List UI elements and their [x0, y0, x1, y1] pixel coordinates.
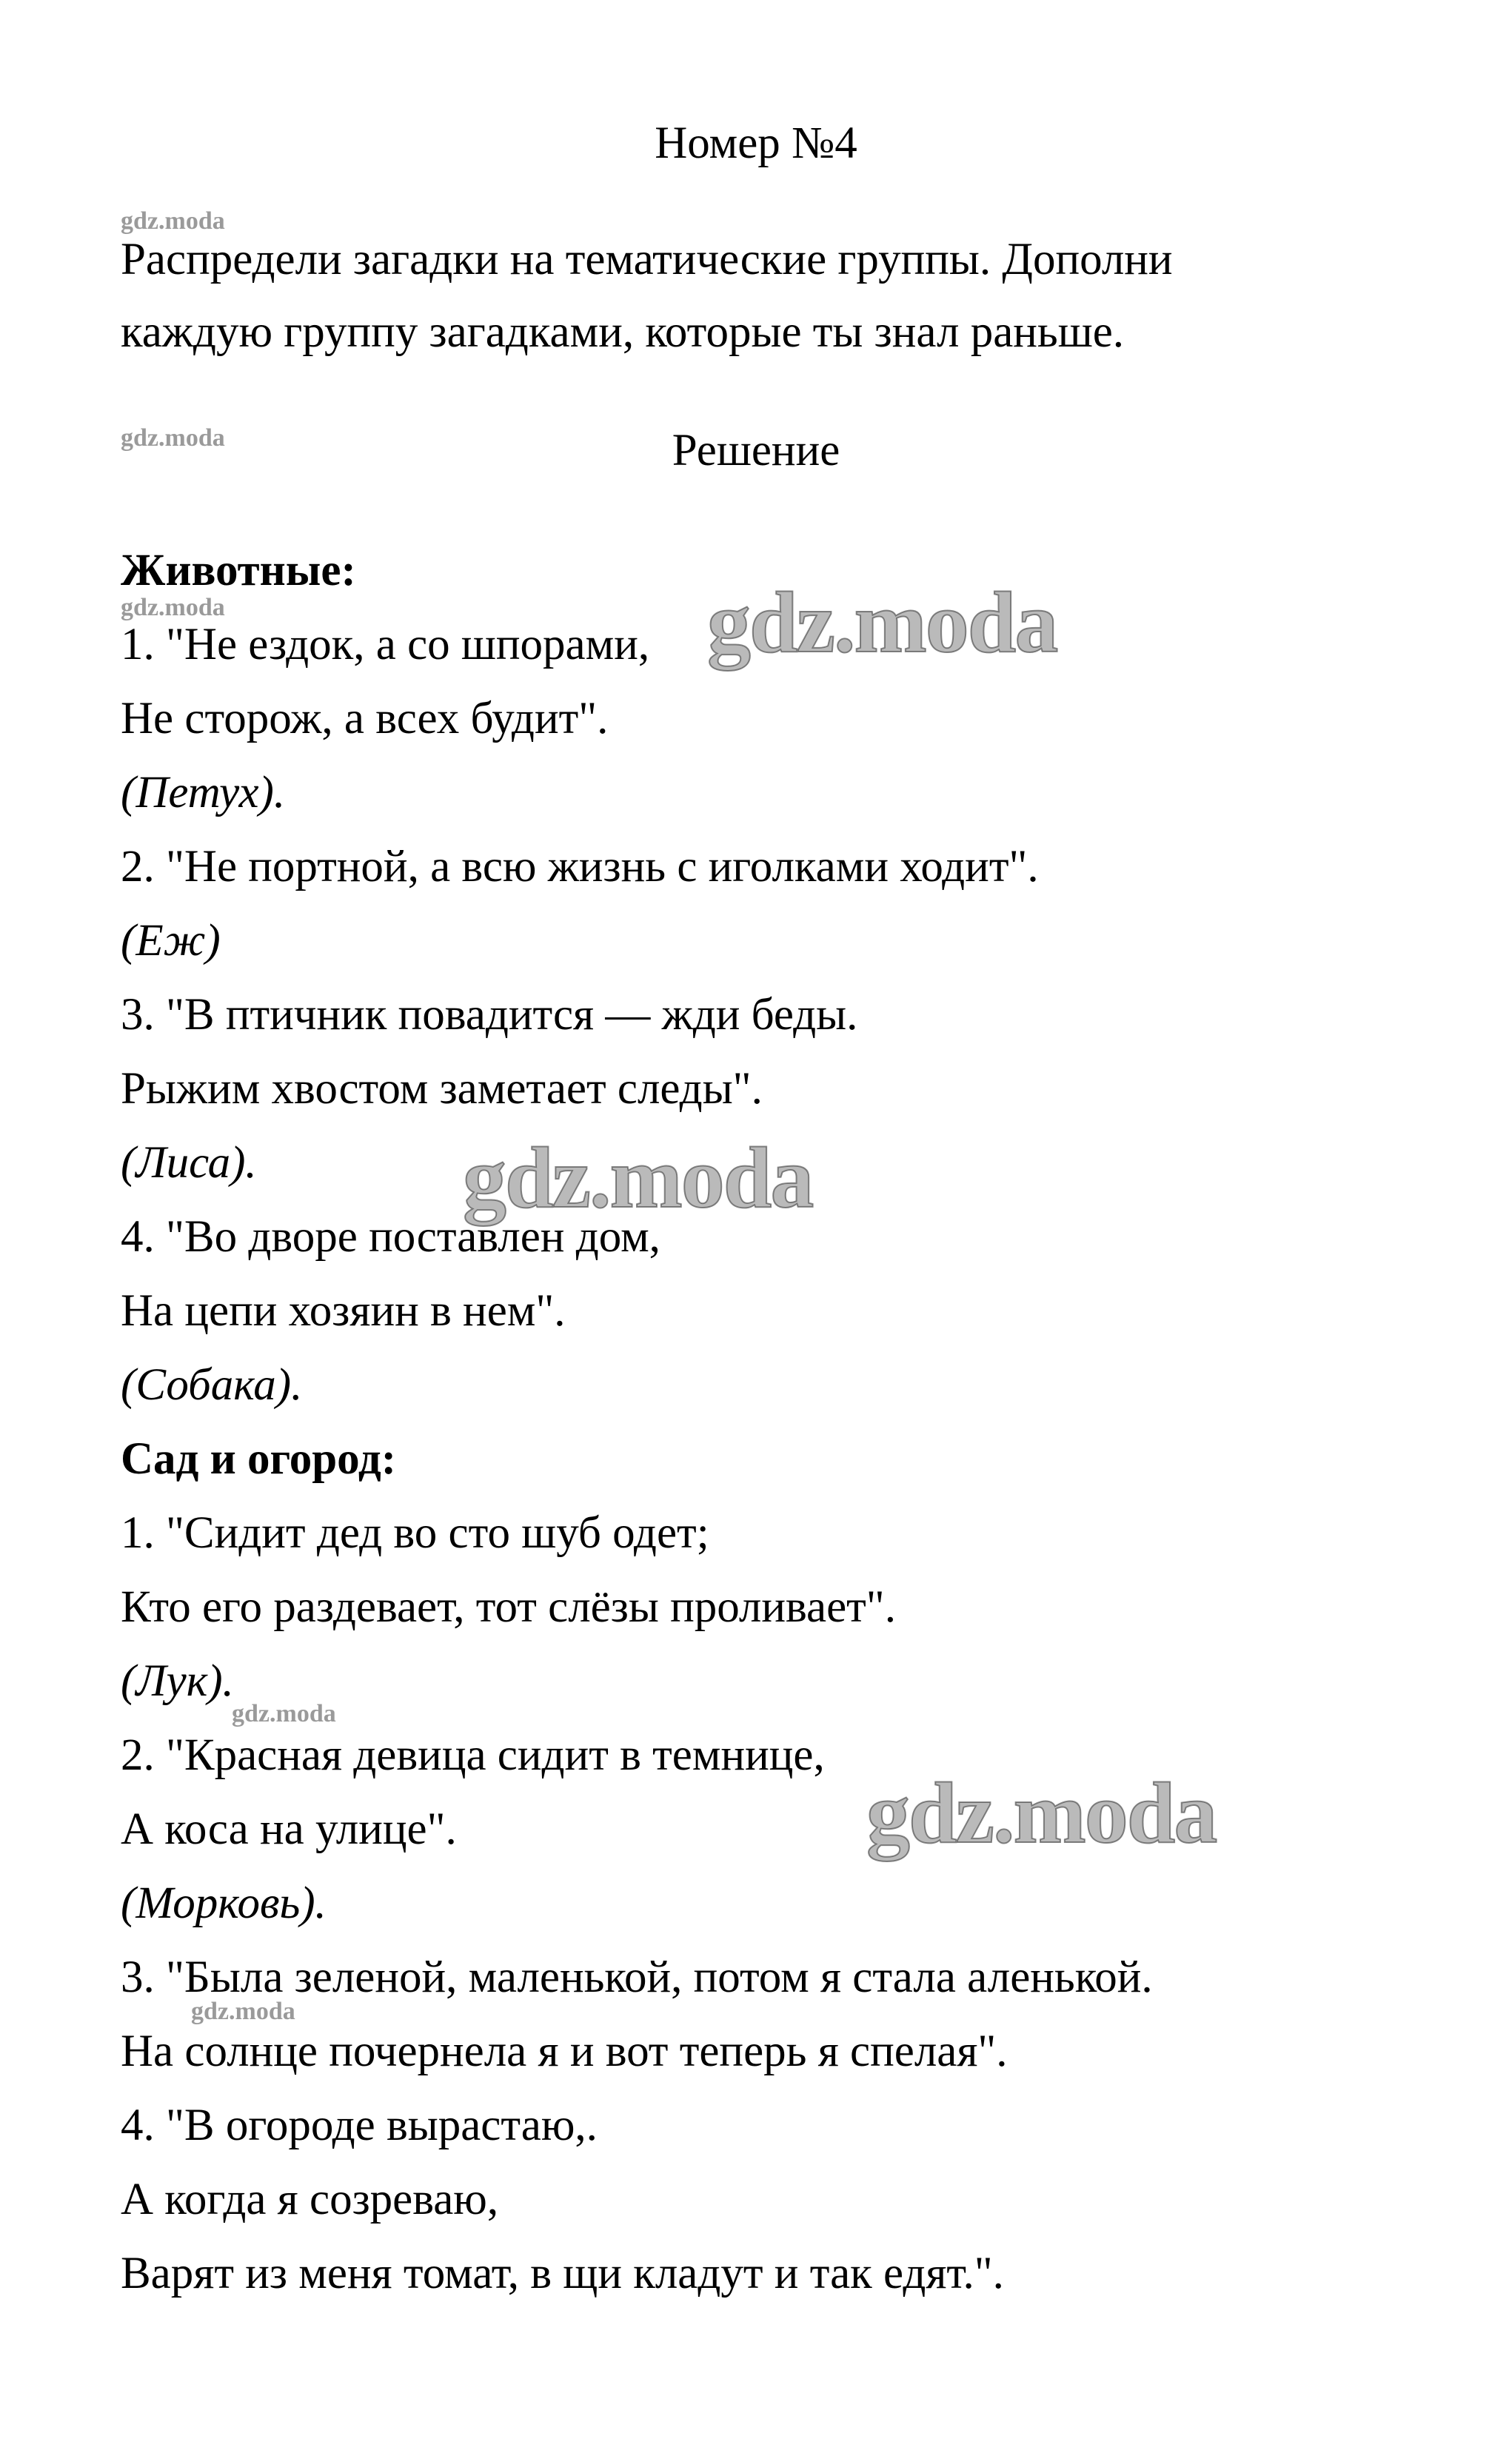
- page-title: Номер №4: [655, 118, 857, 168]
- watermark-small: gdz.moda: [232, 1700, 336, 1727]
- task-text-line-1: Распредели загадки на тематические группы. Дополни: [121, 235, 1173, 284]
- riddle-line: 4. "В огороде вырастаю,.: [121, 2101, 598, 2150]
- section-heading-animals: Животные:: [121, 546, 356, 595]
- riddle-answer: (Лиса).: [121, 1138, 257, 1188]
- section-heading-garden: Сад и огород:: [121, 1434, 397, 1484]
- riddle-line: Не сторож, а всех будит".: [121, 694, 609, 743]
- riddle-line: Варят из меня томат, в щи кладут и так едят.".: [121, 2249, 1004, 2298]
- riddle-line: А коса на улице".: [121, 1804, 457, 1854]
- riddle-line: 1. "Сидит дед во сто шуб одет;: [121, 1508, 709, 1558]
- riddle-answer: (Собака).: [121, 1360, 303, 1410]
- watermark-small: gdz.moda: [191, 1998, 295, 2025]
- riddle-answer: (Петух).: [121, 768, 286, 817]
- solution-heading: Решение: [672, 426, 840, 475]
- riddle-line: Рыжим хвостом заметает следы".: [121, 1064, 763, 1114]
- task-text-line-2: каждую группу загадками, которые ты знал раньше.: [121, 307, 1125, 357]
- watermark-large: gdz.moda: [463, 1129, 813, 1226]
- riddle-line: Кто его раздевает, тот слёзы проливает".: [121, 1582, 896, 1632]
- watermark-small: gdz.moda: [121, 424, 225, 452]
- watermark-small: gdz.moda: [121, 207, 225, 235]
- riddle-line: А когда я созреваю,: [121, 2175, 499, 2224]
- riddle-line: 4. "Во дворе поставлен дом,: [121, 1212, 660, 1262]
- riddle-line: 2. "Красная девица сидит в темнице,: [121, 1730, 825, 1780]
- riddle-line: 3. "Была зеленой, маленькой, потом я стала аленькой.: [121, 1953, 1153, 2002]
- watermark-large: gdz.moda: [866, 1764, 1217, 1861]
- watermark-large: gdz.moda: [707, 574, 1057, 671]
- riddle-answer: (Еж): [121, 916, 221, 966]
- watermark-small: gdz.moda: [121, 594, 225, 621]
- riddle-answer: (Морковь).: [121, 1878, 327, 1928]
- riddle-line: На цепи хозяин в нем".: [121, 1286, 566, 1336]
- riddle-line: На солнце почернела я и вот теперь я спелая".: [121, 2027, 1008, 2076]
- riddle-line: 3. "В птичник повадится — жди беды.: [121, 990, 858, 1040]
- riddle-answer: (Лук).: [121, 1656, 234, 1706]
- riddle-line: 1. "Не ездок, а со шпорами,: [121, 620, 650, 669]
- riddle-line: 2. "Не портной, а всю жизнь с иголками ходит".: [121, 842, 1039, 891]
